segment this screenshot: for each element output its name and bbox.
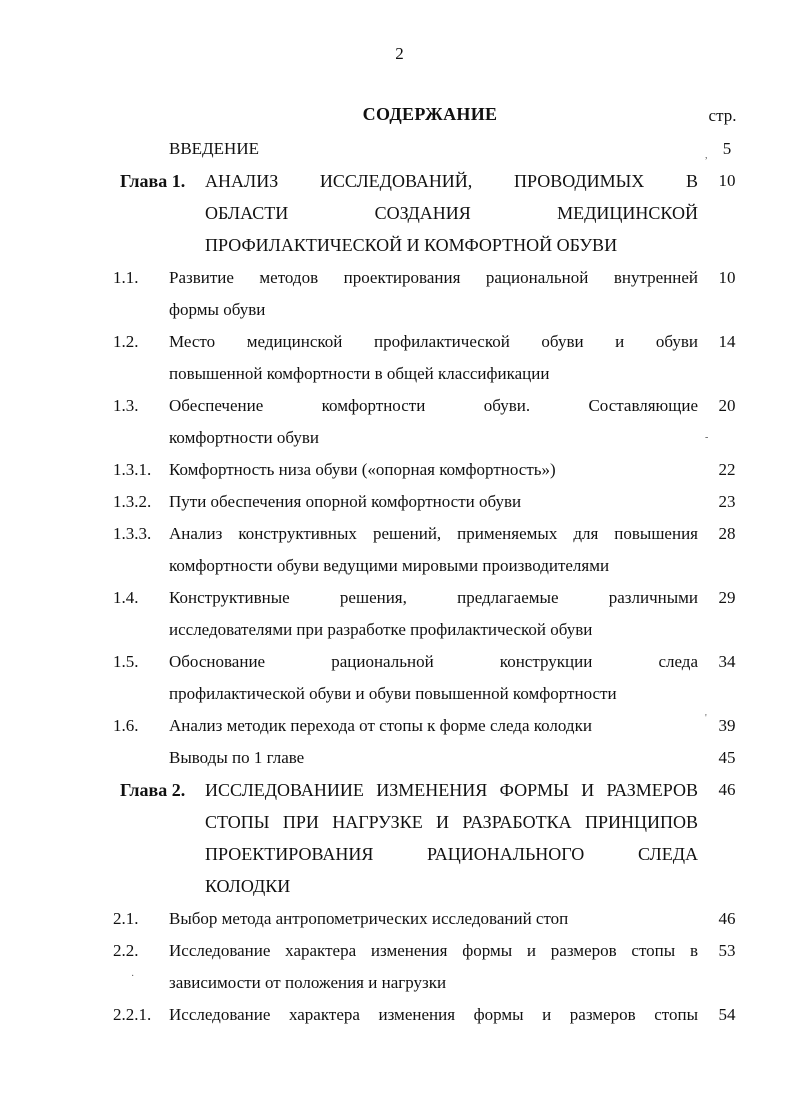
entry-title-line: формы обуви xyxy=(169,300,266,319)
scan-speck: ' xyxy=(705,713,707,724)
entry-number: 1.3. xyxy=(113,396,139,415)
entry-title-line: Выводы по 1 главе xyxy=(169,748,305,767)
entry-number: 1.6. xyxy=(113,716,139,735)
entry-title-line: Анализ конструктивных решений, применяемых для повышения xyxy=(169,524,698,543)
entry-page: 46 xyxy=(718,780,736,799)
entry-page: 54 xyxy=(718,1005,736,1024)
entry-number: Глава 1. xyxy=(120,171,186,191)
entry-number: 1.3.1. xyxy=(113,460,152,479)
entry-number: 2.2. xyxy=(113,941,139,960)
entry-number: 1.3.2. xyxy=(113,492,152,511)
entry-page: 22 xyxy=(718,460,736,479)
entry-page: 28 xyxy=(718,524,736,543)
entry-title-line: ПРОЕКТИРОВАНИЯ РАЦИОНАЛЬНОГО СЛЕДА xyxy=(205,844,698,864)
entry-title-line: Комфортность низа обуви («опорная комфортность») xyxy=(169,460,556,479)
entry-title-line: комфортности обуви ведущими мировыми производителями xyxy=(169,556,610,575)
page-title: СОДЕРЖАНИЕ xyxy=(362,104,498,124)
entry-title-line: АНАЛИЗ ИССЛЕДОВАНИЙ, ПРОВОДИМЫХ В xyxy=(205,171,698,191)
entry-title-line: ПРОФИЛАКТИЧЕСКОЙ И КОМФОРТНОЙ ОБУВИ xyxy=(205,235,618,255)
entry-number: Глава 2. xyxy=(120,780,186,800)
entry-title-line: ИССЛЕДОВАНИИЕ ИЗМЕНЕНИЯ ФОРМЫ И РАЗМЕРОВ xyxy=(205,780,698,800)
entry-page: 39 xyxy=(718,716,736,735)
entry-title-line: Обеспечение комфортности обуви. Составляющие xyxy=(169,396,698,415)
entry-page: 29 xyxy=(718,588,736,607)
entry-page: 14 xyxy=(718,332,736,351)
scan-speck: - xyxy=(705,432,709,443)
entry-page: 23 xyxy=(718,492,736,511)
page-column-label: стр. xyxy=(708,106,737,125)
entry-title-line: комфортности обуви xyxy=(169,428,320,447)
scan-speck: · xyxy=(131,971,135,982)
scan-speck: , xyxy=(705,150,708,161)
entry-page: 46 xyxy=(718,909,736,928)
entry-title-line: Место медицинской профилактической обуви и обуви xyxy=(169,332,698,351)
entry-title-line: повышенной комфортности в общей классификации xyxy=(169,364,550,383)
entry-title-line: Пути обеспечения опорной комфортности обуви xyxy=(169,492,522,511)
entry-number: 1.4. xyxy=(113,588,139,607)
entry-number: 2.1. xyxy=(113,909,139,928)
entry-page: 45 xyxy=(718,748,736,767)
entry-title-line: Исследование характера изменения формы и размеров стопы xyxy=(169,1005,698,1024)
entry-title-line: КОЛОДКИ xyxy=(205,876,291,896)
entry-number: 1.5. xyxy=(113,652,139,671)
entry-title-line: Выбор метода антропометрических исследований стоп xyxy=(169,909,569,928)
entry-title-line: ОБЛАСТИ СОЗДАНИЯ МЕДИЦИНСКОЙ xyxy=(205,203,698,223)
page-number: 2 xyxy=(395,44,404,63)
entry-number: 1.2. xyxy=(113,332,139,351)
entry-page: 10 xyxy=(718,171,736,190)
entry-title-line: профилактической обуви и обуви повышенной комфортности xyxy=(169,684,617,703)
entry-title-line: Обоснование рациональной конструкции следа xyxy=(169,652,698,671)
entry-number: 2.2.1. xyxy=(113,1005,152,1024)
entry-title-line: СТОПЫ ПРИ НАГРУЗКЕ И РАЗРАБОТКА ПРИНЦИПОВ xyxy=(205,812,698,832)
entry-page: 5 xyxy=(722,139,732,158)
entry-page: 20 xyxy=(718,396,736,415)
entry-number: 1.1. xyxy=(113,268,139,287)
entry-page: 34 xyxy=(718,652,736,671)
entry-page: 10 xyxy=(718,268,736,287)
entry-title-line: Развитие методов проектирования рациональной внутренней xyxy=(169,268,698,287)
entry-title-line: Конструктивные решения, предлагаемые различными xyxy=(169,588,698,607)
entry-page: 53 xyxy=(718,941,736,960)
entry-title-line: зависимости от положения и нагрузки xyxy=(169,973,447,992)
entry-title-line: Анализ методик перехода от стопы к форме следа колодки xyxy=(169,716,592,735)
entry-title-line: ВВЕДЕНИЕ xyxy=(169,139,259,158)
entry-title-line: Исследование характера изменения формы и размеров стопы в xyxy=(169,941,698,960)
entry-title-line: исследователями при разработке профилактической обуви xyxy=(169,620,593,639)
entry-number: 1.3.3. xyxy=(113,524,152,543)
